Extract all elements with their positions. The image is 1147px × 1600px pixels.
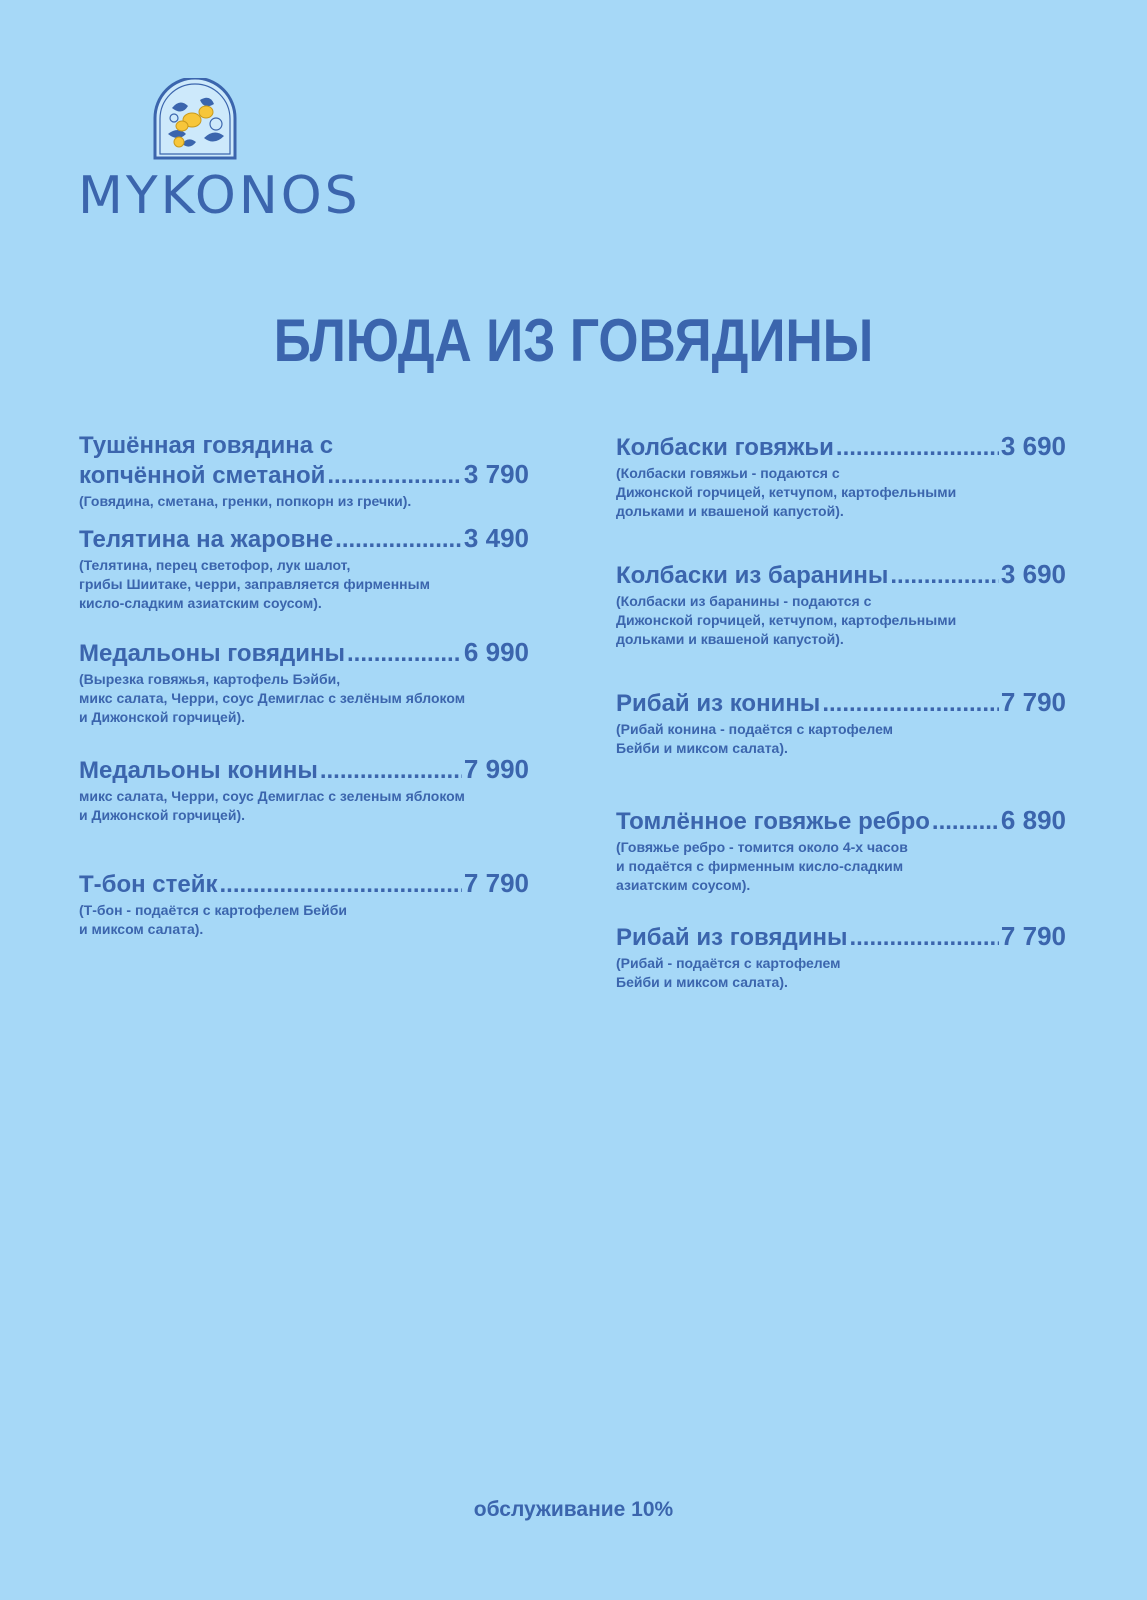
menu-item-name: Томлённое говяжье ребро	[616, 808, 930, 835]
service-charge-note: обслуживание 10%	[473, 1498, 674, 1521]
menu-item-name: Т-бон стейк	[79, 871, 218, 898]
menu-item-name: Колбаски из баранины	[616, 562, 889, 589]
lemon-arch-emblem-icon	[152, 78, 238, 160]
dot-leader	[327, 462, 462, 490]
menu-item	[79, 869, 529, 939]
dot-leader	[932, 808, 999, 836]
menu-item-description: (Телятина, перец светофор, лук шалот, грибы Шиитаке, черри, заправляется фирменным кисло-сладким азиатским соусом).	[79, 557, 430, 611]
menu-item-name: Медальоны говядины	[79, 640, 346, 667]
menu-item-description: (Колбаски из баранины - подаются с Дижонской горчицей, кетчупом, картофельными дольками и квашеной капустой).	[616, 593, 957, 647]
menu-item	[79, 755, 529, 825]
menu-item-name-line1: Тушённая говядина с	[79, 432, 334, 459]
menu-item-description: микс салата, Черри, соус Демиглас с зеленым яблоком и Дижонской горчицей).	[79, 788, 465, 823]
menu-item	[79, 638, 529, 727]
menu-item-description: (Говяжье ребро - томится около 4-х часов и подаётся с фирменным кисло-сладким азиатским соусом).	[616, 839, 908, 893]
menu-item-price: 7 990	[463, 754, 529, 784]
dot-leader	[822, 690, 999, 718]
menu-item-price: 3 490	[463, 523, 529, 553]
dot-leader	[220, 871, 462, 899]
menu-item-name: Рибай из конины	[616, 690, 821, 717]
menu-item-description: (Т-бон - подаётся с картофелем Бейби и миксом салата).	[79, 902, 347, 937]
menu-item-name: копчённой сметаной	[79, 462, 326, 489]
menu-item-price: 7 790	[1000, 687, 1066, 717]
dot-leader	[320, 757, 462, 785]
menu-item-description: (Говядина, сметана, гренки, попкорн из гречки).	[79, 493, 412, 509]
menu-item-price: 7 790	[1000, 921, 1066, 951]
menu-item	[616, 688, 1066, 758]
menu-item-price: 3 690	[1000, 431, 1066, 461]
page-title: БЛЮДА ИЗ ГОВЯДИНЫ	[273, 307, 874, 374]
menu-item-price: 6 890	[1000, 805, 1066, 835]
menu-item-description: (Рибай - подаётся с картофелем Бейби и миксом салата).	[616, 955, 841, 990]
menu-item-name: Медальоны конины	[79, 757, 318, 784]
brand-wordmark: MYKONOS	[78, 166, 361, 226]
menu-item-description: (Колбаски говяжьи - подаются с Дижонской горчицей, кетчупом, картофельными дольками и квашеной капустой).	[616, 465, 957, 519]
menu-item-price: 7 790	[463, 868, 529, 898]
menu-item-description: (Рибай конина - подаётся с картофелем Бейби и миксом салата).	[616, 721, 894, 756]
menu-item	[79, 524, 529, 613]
menu-item	[79, 432, 529, 511]
menu-item-name: Телятина на жаровне	[79, 526, 334, 553]
menu-item	[616, 432, 1066, 521]
menu-item	[616, 922, 1066, 992]
menu-item-price: 3 690	[1000, 559, 1066, 589]
menu-item-name: Рибай из говядины	[616, 924, 848, 951]
menu-item-price: 3 790	[463, 459, 529, 489]
menu-item-name: Колбаски говяжьи	[616, 434, 834, 461]
brand-logo	[78, 78, 361, 228]
dot-leader	[849, 924, 998, 952]
dot-leader	[335, 526, 462, 554]
menu-item	[616, 560, 1066, 649]
menu-item-price: 6 990	[463, 637, 529, 667]
dot-leader	[890, 562, 999, 590]
dot-leader	[347, 640, 462, 668]
menu-item-description: (Вырезка говяжья, картофель Бэйби, микс салата, Черри, соус Демиглас с зелёным яблоком и Дижонской горчицей).	[79, 671, 466, 725]
menu-item	[616, 806, 1066, 895]
dot-leader	[836, 434, 999, 462]
